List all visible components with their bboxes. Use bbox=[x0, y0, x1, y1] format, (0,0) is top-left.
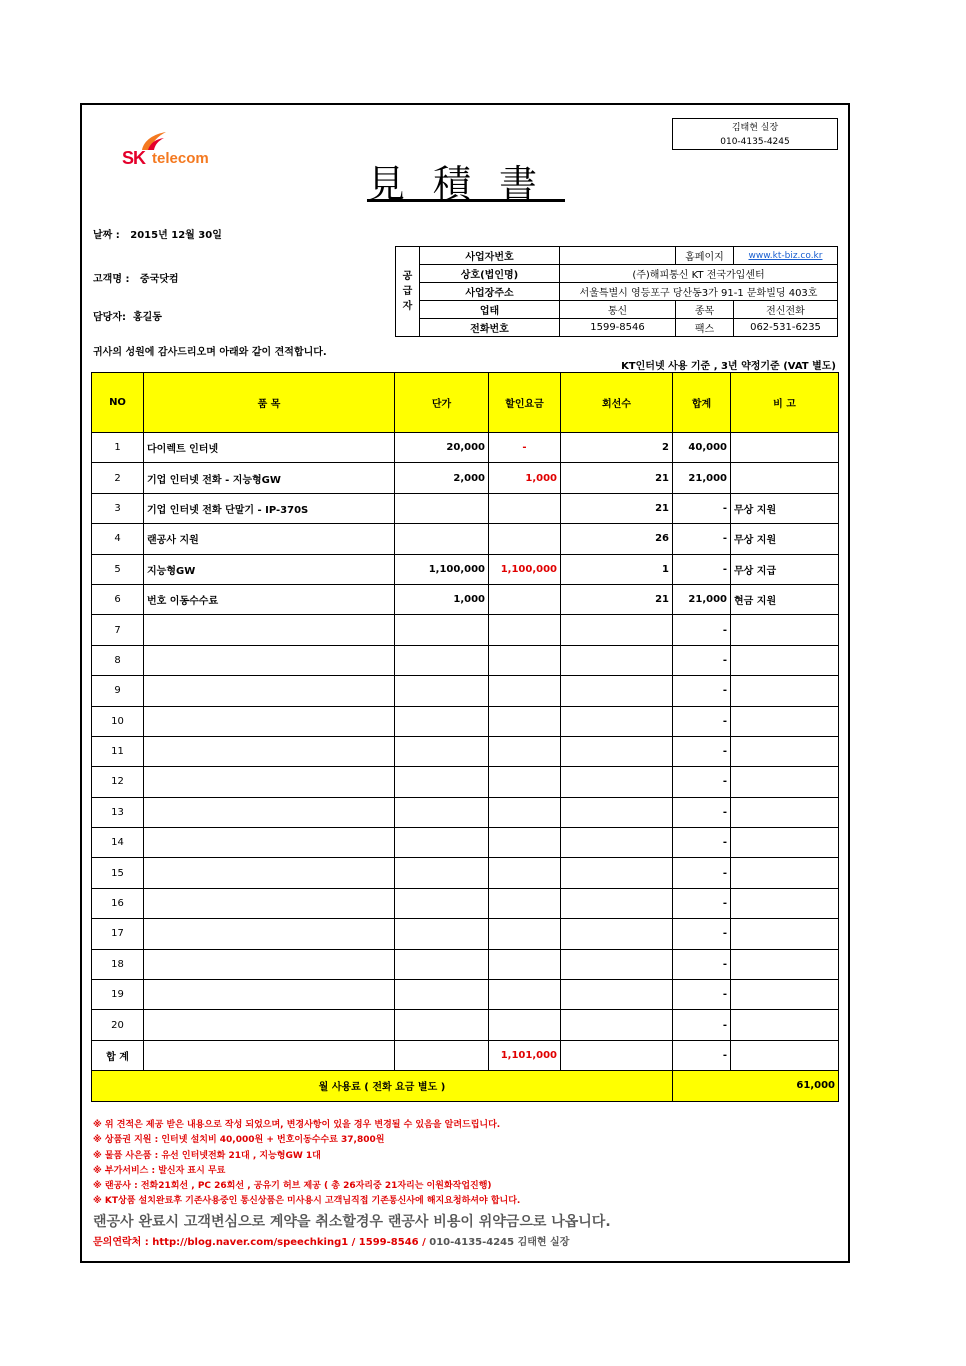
row-discount: - bbox=[489, 433, 561, 463]
row-total: - bbox=[673, 493, 731, 523]
row-item bbox=[144, 736, 395, 766]
supplier-phone: 1599-8546 bbox=[560, 319, 676, 337]
note-line: ※ 부가서비스 : 발신자 표시 무료 bbox=[93, 1165, 226, 1176]
row-price bbox=[395, 797, 489, 827]
row-note bbox=[731, 797, 839, 827]
table-row bbox=[92, 524, 839, 554]
document-title: 見積書 bbox=[366, 162, 565, 206]
row-total: - bbox=[673, 1010, 731, 1040]
row-discount: 1,100,000 bbox=[489, 554, 561, 584]
row-discount bbox=[489, 493, 561, 523]
row-item bbox=[144, 888, 395, 918]
row-lines: 26 bbox=[561, 524, 673, 554]
row-price bbox=[395, 888, 489, 918]
table-header: NO 품 목 단가 할인요금 회선수 합계 비 고 bbox=[92, 373, 839, 433]
row-price bbox=[395, 1010, 489, 1040]
row-lines bbox=[561, 919, 673, 949]
row-note bbox=[731, 980, 839, 1010]
row-no: 16 bbox=[92, 888, 144, 918]
table-row bbox=[92, 767, 839, 797]
row-item bbox=[144, 1010, 395, 1040]
row-note bbox=[731, 888, 839, 918]
row-lines bbox=[561, 706, 673, 736]
table-row bbox=[92, 919, 839, 949]
row-item bbox=[144, 949, 395, 979]
row-no: 9 bbox=[92, 676, 144, 706]
table-row bbox=[92, 888, 839, 918]
row-discount bbox=[489, 615, 561, 645]
table-row bbox=[92, 645, 839, 675]
row-lines bbox=[561, 615, 673, 645]
row-price bbox=[395, 524, 489, 554]
row-price bbox=[395, 736, 489, 766]
row-price bbox=[395, 919, 489, 949]
row-no: 1 bbox=[92, 433, 144, 463]
row-no: 5 bbox=[92, 554, 144, 584]
row-discount bbox=[489, 584, 561, 614]
row-price bbox=[395, 706, 489, 736]
table-row bbox=[92, 736, 839, 766]
row-lines bbox=[561, 858, 673, 888]
row-total: 21,000 bbox=[673, 584, 731, 614]
note-line: ※ 물품 사은품 : 유선 인터넷전화 21대 , 지능형GW 1대 bbox=[93, 1150, 321, 1161]
row-price: 2,000 bbox=[395, 463, 489, 493]
row-note bbox=[731, 645, 839, 675]
row-price bbox=[395, 767, 489, 797]
supplier-side-label: 공 급 자 bbox=[396, 247, 420, 337]
sk-telecom-logo bbox=[122, 130, 222, 174]
row-no: 12 bbox=[92, 767, 144, 797]
row-no: 11 bbox=[92, 736, 144, 766]
row-price bbox=[395, 980, 489, 1010]
row-note: 무상 지원 bbox=[731, 524, 839, 554]
row-total: - bbox=[673, 888, 731, 918]
row-total: 21,000 bbox=[673, 463, 731, 493]
row-lines bbox=[561, 767, 673, 797]
row-no: 10 bbox=[92, 706, 144, 736]
table-row bbox=[92, 797, 839, 827]
note-line: ※ 랜공사 : 전화21회선 , PC 26회선 , 공유기 허브 제공 ( 총 26자리중 21자리는 이원화작업진행) bbox=[93, 1181, 492, 1192]
row-note bbox=[731, 463, 839, 493]
contact-name: 김태현 실장 bbox=[731, 123, 779, 133]
row-discount bbox=[489, 797, 561, 827]
row-no: 14 bbox=[92, 828, 144, 858]
monthly-fee-value: 61,000 bbox=[673, 1071, 839, 1101]
table-row bbox=[92, 584, 839, 614]
row-no: 8 bbox=[92, 645, 144, 675]
row-total: - bbox=[673, 858, 731, 888]
row-total: - bbox=[673, 615, 731, 645]
row-total: - bbox=[673, 828, 731, 858]
row-total: - bbox=[673, 919, 731, 949]
greeting-text: 귀사의 성원에 감사드리오며 아래와 같이 견적합니다. bbox=[93, 347, 327, 358]
row-price bbox=[395, 645, 489, 675]
contact-phone: 010-4135-4245 bbox=[720, 137, 790, 147]
row-lines bbox=[561, 949, 673, 979]
table-row bbox=[92, 676, 839, 706]
row-note bbox=[731, 1010, 839, 1040]
row-no: 7 bbox=[92, 615, 144, 645]
row-price bbox=[395, 615, 489, 645]
row-lines bbox=[561, 676, 673, 706]
supplier-address: 서울특별시 영등포구 당산동3가 91-1 문화빌딩 403호 bbox=[560, 283, 838, 301]
row-discount bbox=[489, 858, 561, 888]
row-item: 지능형GW bbox=[144, 554, 395, 584]
monthly-fee-row bbox=[92, 1071, 839, 1101]
row-item bbox=[144, 828, 395, 858]
row-lines: 1 bbox=[561, 554, 673, 584]
row-item bbox=[144, 645, 395, 675]
row-note bbox=[731, 919, 839, 949]
row-discount bbox=[489, 888, 561, 918]
row-total: - bbox=[673, 767, 731, 797]
row-total: - bbox=[673, 676, 731, 706]
row-note bbox=[731, 949, 839, 979]
row-discount bbox=[489, 980, 561, 1010]
table-row bbox=[92, 980, 839, 1010]
row-lines: 21 bbox=[561, 493, 673, 523]
row-no: 19 bbox=[92, 980, 144, 1010]
sum-total: - bbox=[673, 1040, 731, 1070]
row-item bbox=[144, 676, 395, 706]
supplier-company: (주)해피통신 KT 전국가입센터 bbox=[560, 265, 838, 283]
row-no: 4 bbox=[92, 524, 144, 554]
notes-list bbox=[93, 1118, 520, 1210]
row-note: 무상 지원 bbox=[731, 493, 839, 523]
table-row bbox=[92, 858, 839, 888]
note-line: ※ KT상품 설치완료후 기존사용중인 통신상품은 미사용시 고객님직접 기존통신사에 해지요청하셔야 합니다. bbox=[93, 1196, 521, 1207]
logo-sk-text: SK bbox=[122, 148, 146, 168]
customer-row: 고객명 : 중국닷컴 bbox=[93, 274, 179, 285]
monthly-fee-label: 월 사용료 ( 전화 요금 별도 ) bbox=[92, 1071, 673, 1101]
row-lines bbox=[561, 888, 673, 918]
row-lines bbox=[561, 736, 673, 766]
supplier-type: 통신 bbox=[560, 301, 676, 319]
row-no: 2 bbox=[92, 463, 144, 493]
manager-row: 담당자: 홍길동 bbox=[93, 312, 162, 323]
row-discount bbox=[489, 736, 561, 766]
row-price: 1,000 bbox=[395, 584, 489, 614]
row-lines bbox=[561, 797, 673, 827]
row-price bbox=[395, 858, 489, 888]
row-item bbox=[144, 919, 395, 949]
row-no: 18 bbox=[92, 949, 144, 979]
table-row bbox=[92, 493, 839, 523]
row-price: 1,100,000 bbox=[395, 554, 489, 584]
row-item: 기업 인터넷 전화 - 지능형GW bbox=[144, 463, 395, 493]
row-item: 번호 이동수수료 bbox=[144, 584, 395, 614]
row-item: 다이렉트 인터넷 bbox=[144, 433, 395, 463]
row-discount bbox=[489, 645, 561, 675]
row-note bbox=[731, 828, 839, 858]
customer-value: 중국닷컴 bbox=[139, 274, 179, 285]
row-lines: 21 bbox=[561, 463, 673, 493]
row-total: - bbox=[673, 980, 731, 1010]
table-row bbox=[92, 1010, 839, 1040]
row-note bbox=[731, 615, 839, 645]
row-note bbox=[731, 858, 839, 888]
row-note: 무상 지급 bbox=[731, 554, 839, 584]
row-lines: 2 bbox=[561, 433, 673, 463]
table-row bbox=[92, 433, 839, 463]
table-row bbox=[92, 949, 839, 979]
sum-discount: 1,101,000 bbox=[489, 1040, 561, 1070]
supplier-biz-no bbox=[560, 247, 676, 265]
supplier-category: 전신전화 bbox=[734, 301, 838, 319]
row-note bbox=[731, 767, 839, 797]
supplier-fax: 062-531-6235 bbox=[734, 319, 838, 337]
row-lines: 21 bbox=[561, 584, 673, 614]
row-item bbox=[144, 706, 395, 736]
row-discount bbox=[489, 524, 561, 554]
table-row bbox=[92, 615, 839, 645]
row-no: 3 bbox=[92, 493, 144, 523]
table-row bbox=[92, 706, 839, 736]
row-price bbox=[395, 493, 489, 523]
row-total: - bbox=[673, 524, 731, 554]
row-no: 17 bbox=[92, 919, 144, 949]
row-item: 랜공사 지원 bbox=[144, 524, 395, 554]
row-total: - bbox=[673, 645, 731, 675]
row-total: - bbox=[673, 554, 731, 584]
row-price bbox=[395, 676, 489, 706]
row-note: 현금 지원 bbox=[731, 584, 839, 614]
row-no: 15 bbox=[92, 858, 144, 888]
manager-value: 홍길동 bbox=[132, 312, 162, 323]
row-discount bbox=[489, 676, 561, 706]
row-lines bbox=[561, 828, 673, 858]
cancellation-warning: 랜공사 완료시 고객변심으로 계약을 취소할경우 랜공사 비용이 위약금으로 나옵니다. bbox=[93, 1214, 611, 1230]
row-discount bbox=[489, 1010, 561, 1040]
row-discount bbox=[489, 828, 561, 858]
supplier-table: 공 급 자 사업자번호 홈페이지 www.kt-biz.co.kr 상호(법인명) (주)해피통신 KT 전국가입센터 사업장주소 서울특별시 영등포구 당산동3가 91-1 문화빌딩 403호 업태 통신 종목 전신전화 전화번호 1599-8546 팩스 062-531-6235 bbox=[395, 246, 838, 337]
row-lines bbox=[561, 980, 673, 1010]
row-discount bbox=[489, 767, 561, 797]
row-total: - bbox=[673, 949, 731, 979]
table-row bbox=[92, 463, 839, 493]
note-line: ※ 위 견적은 제공 받은 내용으로 작성 되었으며, 변경사항이 있을 경우 변경될 수 있음을 알려드립니다. bbox=[93, 1120, 501, 1130]
row-total: - bbox=[673, 736, 731, 766]
date-row: 날짜 : 2015년 12월 30일 bbox=[93, 230, 222, 241]
contact-box bbox=[672, 118, 838, 150]
row-item bbox=[144, 615, 395, 645]
logo-telecom-text: telecom bbox=[152, 150, 209, 167]
row-price bbox=[395, 949, 489, 979]
inquiry-contact: 문의연락처 : http://blog.naver.com/speechking1 / 1599-8546 / 010-4135-4245 김태현 실장 bbox=[93, 1237, 570, 1248]
row-note bbox=[731, 676, 839, 706]
row-item bbox=[144, 767, 395, 797]
row-note bbox=[731, 736, 839, 766]
note-line: ※ 상품권 지원 : 인터넷 설치비 40,000원 + 번호이동수수료 37,800원 bbox=[93, 1135, 385, 1146]
sum-row: 합 계 1,101,000 - bbox=[92, 1040, 839, 1070]
date-value: 2015년 12월 30일 bbox=[130, 230, 222, 241]
row-item bbox=[144, 980, 395, 1010]
row-no: 6 bbox=[92, 584, 144, 614]
row-price bbox=[395, 828, 489, 858]
row-discount bbox=[489, 949, 561, 979]
table-row bbox=[92, 828, 839, 858]
row-total: 40,000 bbox=[673, 433, 731, 463]
row-no: 20 bbox=[92, 1010, 144, 1040]
table-row bbox=[92, 554, 839, 584]
row-discount bbox=[489, 706, 561, 736]
homepage-link[interactable]: www.kt-biz.co.kr bbox=[748, 251, 823, 261]
row-lines bbox=[561, 645, 673, 675]
row-total: - bbox=[673, 706, 731, 736]
row-item bbox=[144, 858, 395, 888]
row-no: 13 bbox=[92, 797, 144, 827]
row-lines bbox=[561, 1010, 673, 1040]
estimate-table bbox=[91, 372, 839, 1102]
row-discount bbox=[489, 919, 561, 949]
condition-text: KT인터넷 사용 기준 , 3년 약정기준 (VAT 별도) bbox=[621, 361, 836, 372]
row-item: 기업 인터넷 전화 단말기 - IP-370S bbox=[144, 493, 395, 523]
row-price: 20,000 bbox=[395, 433, 489, 463]
row-total: - bbox=[673, 797, 731, 827]
row-note bbox=[731, 706, 839, 736]
row-item bbox=[144, 797, 395, 827]
row-note bbox=[731, 433, 839, 463]
row-discount: 1,000 bbox=[489, 463, 561, 493]
